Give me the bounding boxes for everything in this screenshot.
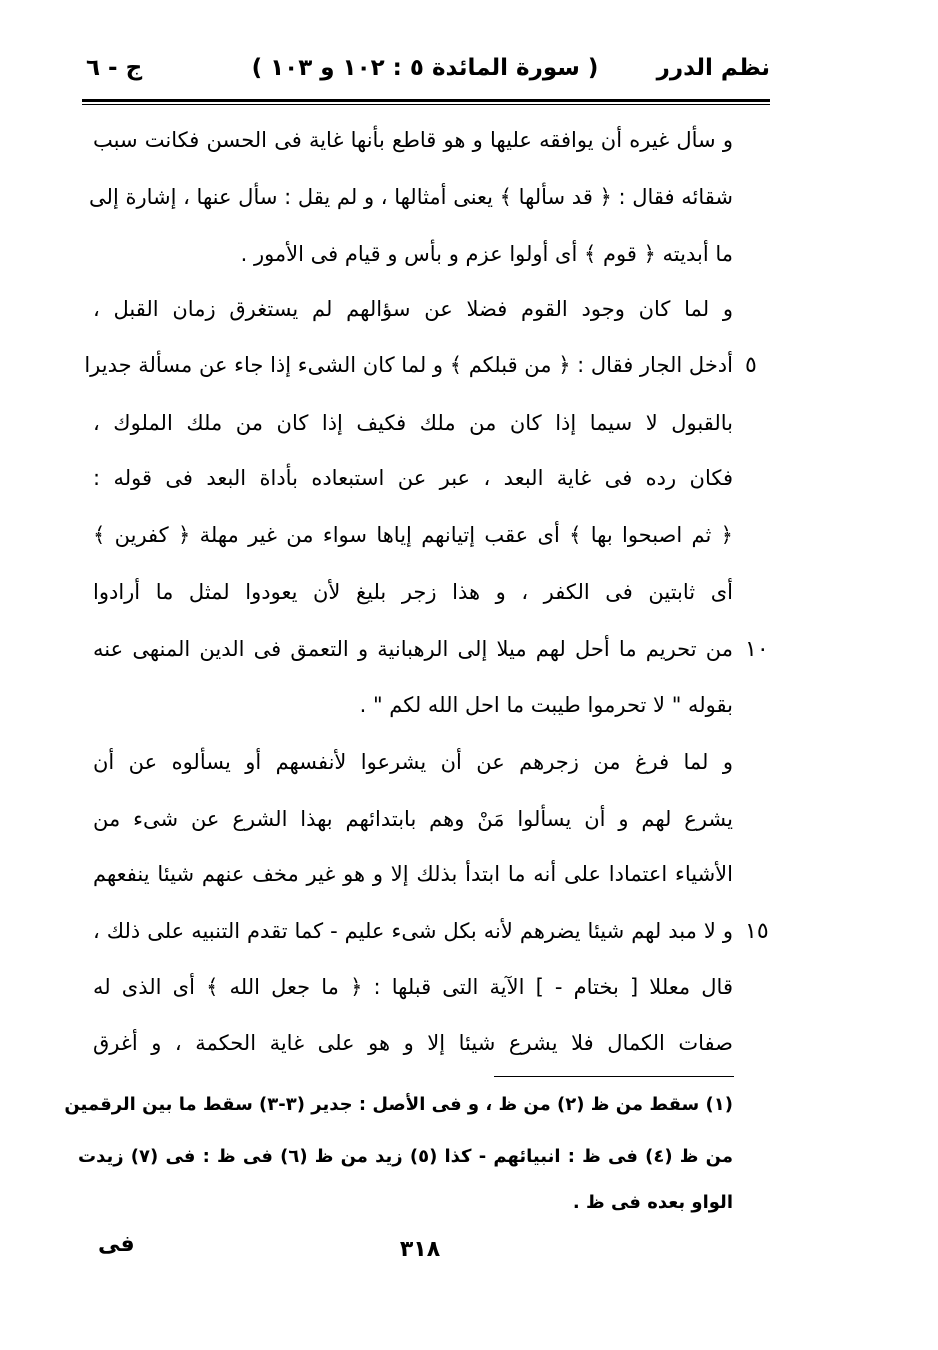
body-line: الأشياء اعتمادا على أنه ما ابتدأ بذلك إلا و هو غير مخف عنهم شيئا ينفعهم	[93, 862, 733, 886]
volume-label: ج - ٦	[86, 55, 143, 81]
body-line: شقائه فقال : ﴿ قد سألها ﴾ يعنى أمثالها ، و لم يقل : سأل عنها ، إشارة إلى	[89, 185, 733, 209]
body-line: يشرع لهم و أن يسألوا مَنْ وهم بابتدائهم بهذا الشرع عن شىء من	[93, 807, 733, 831]
book-title: نظم الدرر	[656, 55, 770, 81]
body-line: فكان رده فى غاية البعد ، عبر عن استبعاده بأداة البعد فى قوله :	[93, 466, 733, 490]
page-number: ٣١٨	[399, 1237, 441, 1262]
catchword: فى	[98, 1232, 135, 1257]
running-header	[80, 55, 770, 95]
body-line: قال معللا [ بختام - ] الآية التى قبلها : ﴿ ما جعل الله ﴾ أى الذى له	[93, 975, 733, 999]
body-line: و سأل غيره أن يوافقه عليها و هو قاطع بأنها غاية فى الحسن فكانت سبب	[93, 128, 733, 152]
body-line: و لما فرغ من زجرهم عن أن يشرعوا لأنفسهم أو يسألوه عن أن	[93, 750, 733, 774]
body-line: صفات الكمال فلا يشرع شيئا إلا و هو على غاية الحكمة ، و أغرق	[93, 1031, 733, 1055]
body-line: أى ثابتين فى الكفر ، و هذا زجر بليغ لأن يعودوا لمثل ما أرادوا	[93, 580, 733, 604]
body-line: و لا مبد لهم شيئا يضرهم لأنه بكل شىء عليم - كما تقدم التنبيه على ذلك ،	[93, 919, 733, 943]
header-rule-thick	[82, 99, 770, 102]
body-line: ما أبديته ﴿ قوم ﴾ أى أولوا عزم و بأس و قيام فى الأمور .	[240, 242, 733, 266]
line-number: ١٠	[745, 637, 769, 662]
surah-reference: ( سورة المائدة ٥ : ١٠٢ و ١٠٣ )	[251, 55, 599, 81]
footnote-line: الواو بعده فى ظ .	[572, 1192, 733, 1213]
footnote-rule	[494, 1076, 734, 1077]
footnote-line: من ظ (٤) فى ظ : انبيائهم - كذا (٥) زيد من ظ (٦) فى ظ : فى (٧) زيدت	[78, 1146, 734, 1167]
body-line: ﴿ ثم اصبحوا بها ﴾ أى عقب إتيانهم إياها سواء من غير مهلة ﴿ كفرين ﴾	[93, 523, 733, 547]
footnote-line: (١) سقط من ظ (٢) من ظ ، و فى الأصل : جدير (٣-٣) سقط ما بين الرقمين	[64, 1094, 733, 1115]
header-rule-thin	[82, 104, 770, 105]
line-number: ١٥	[745, 919, 769, 944]
body-line: و لما كان وجود القوم فضلا عن سؤالهم لم يستغرق زمان القبل ،	[93, 297, 733, 321]
body-line: بقوله " لا تحرموا طيبت ما احل الله لكم " .	[359, 693, 733, 717]
body-line: بالقبول لا سيما إذا كان من ملك فكيف إذا كان من ملك الملوك ،	[93, 411, 733, 435]
line-number: ٥	[745, 353, 757, 378]
body-line: أدخل الجار فقال : ﴿ من قبلكم ﴾ و لما كان الشىء إذا جاء عن مسألة جديرا	[84, 353, 733, 377]
body-line: من تحريم ما أحل لهم ميلا إلى الرهبانية و التعمق فى الدين المنهى عنه	[93, 637, 733, 661]
